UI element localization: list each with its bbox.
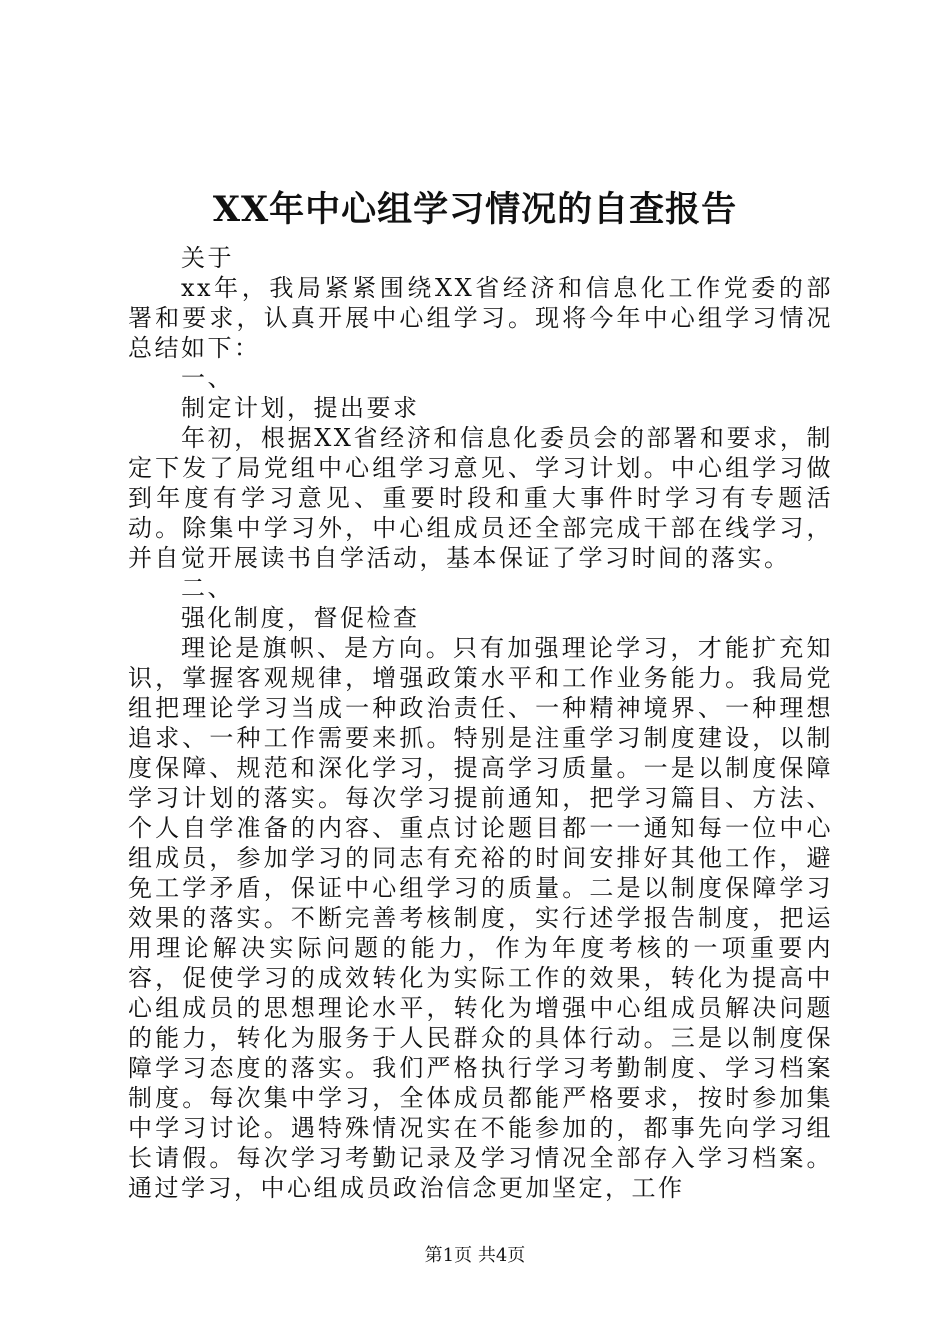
document-title: XX年中心组学习情况的自查报告	[212, 189, 738, 230]
section-number-1: 一、	[181, 364, 234, 392]
paragraph-section-1: 年初，根据XX省经济和信息化委员会的部署和要求，制定下发了局党组中心组学习意见、学习计划。中心组学习做到年度有学习意见、重要时段和重大事件时学习有专题活动。除集中学习外，中心组成员还全部完成干部在线学习，并自觉开展读书自学活动，基本保证了学习时间的落实。	[128, 424, 833, 572]
paragraph-summary: xx年，我局紧紧围绕XX省经济和信息化工作党委的部署和要求，认真开展中心组学习。现将今年中心组学习情况总结如下：	[128, 274, 833, 362]
page-number-footer: 第1页 共4页	[424, 1245, 526, 1266]
section-heading-2: 强化制度，督促检查	[181, 604, 420, 632]
paragraph-intro: 关于	[181, 244, 234, 272]
section-number-2: 二、	[181, 574, 234, 602]
section-heading-1: 制定计划，提出要求	[181, 394, 420, 422]
document-body	[128, 243, 833, 1203]
paragraph-section-2: 理论是旗帜、是方向。只有加强理论学习，才能扩充知识，掌握客观规律，增强政策水平和工作业务能力。我局党组把理论学习当成一种政治责任、一种精神境界、一种理想追求、一种工作需要来抓。特别是注重学习制度建设，以制度保障、规范和深化学习，提高学习质量。一是以制度保障学习计划的落实。每次学习提前通知，把学习篇目、方法、个人自学准备的内容、重点讨论题目都一一通知每一位中心组成员，参加学习的同志有充裕的时间安排好其他工作，避免工学矛盾，保证中心组学习的质量。二是以制度保障学习效果的落实。不断完善考核制度，实行述学报告制度，把运用理论解决实际问题的能力，作为年度考核的一项重要内容，促使学习的成效转化为实际工作的效果，转化为提高中心组成员的思想理论水平，转化为增强中心组成员解决问题的能力，转化为服务于人民群众的具体行动。三是以制度保障学习态度的落实。我们严格执行学习考勤制度、学习档案制度。每次集中学习，全体成员都能严格要求，按时参加集中学习讨论。遇特殊情况实在不能参加的，都事先向学习组长请假。每次学习考勤记录及学习情况全部存入学习档案。通过学习，中心组成员政治信念更加坚定，工作	[128, 634, 833, 1202]
